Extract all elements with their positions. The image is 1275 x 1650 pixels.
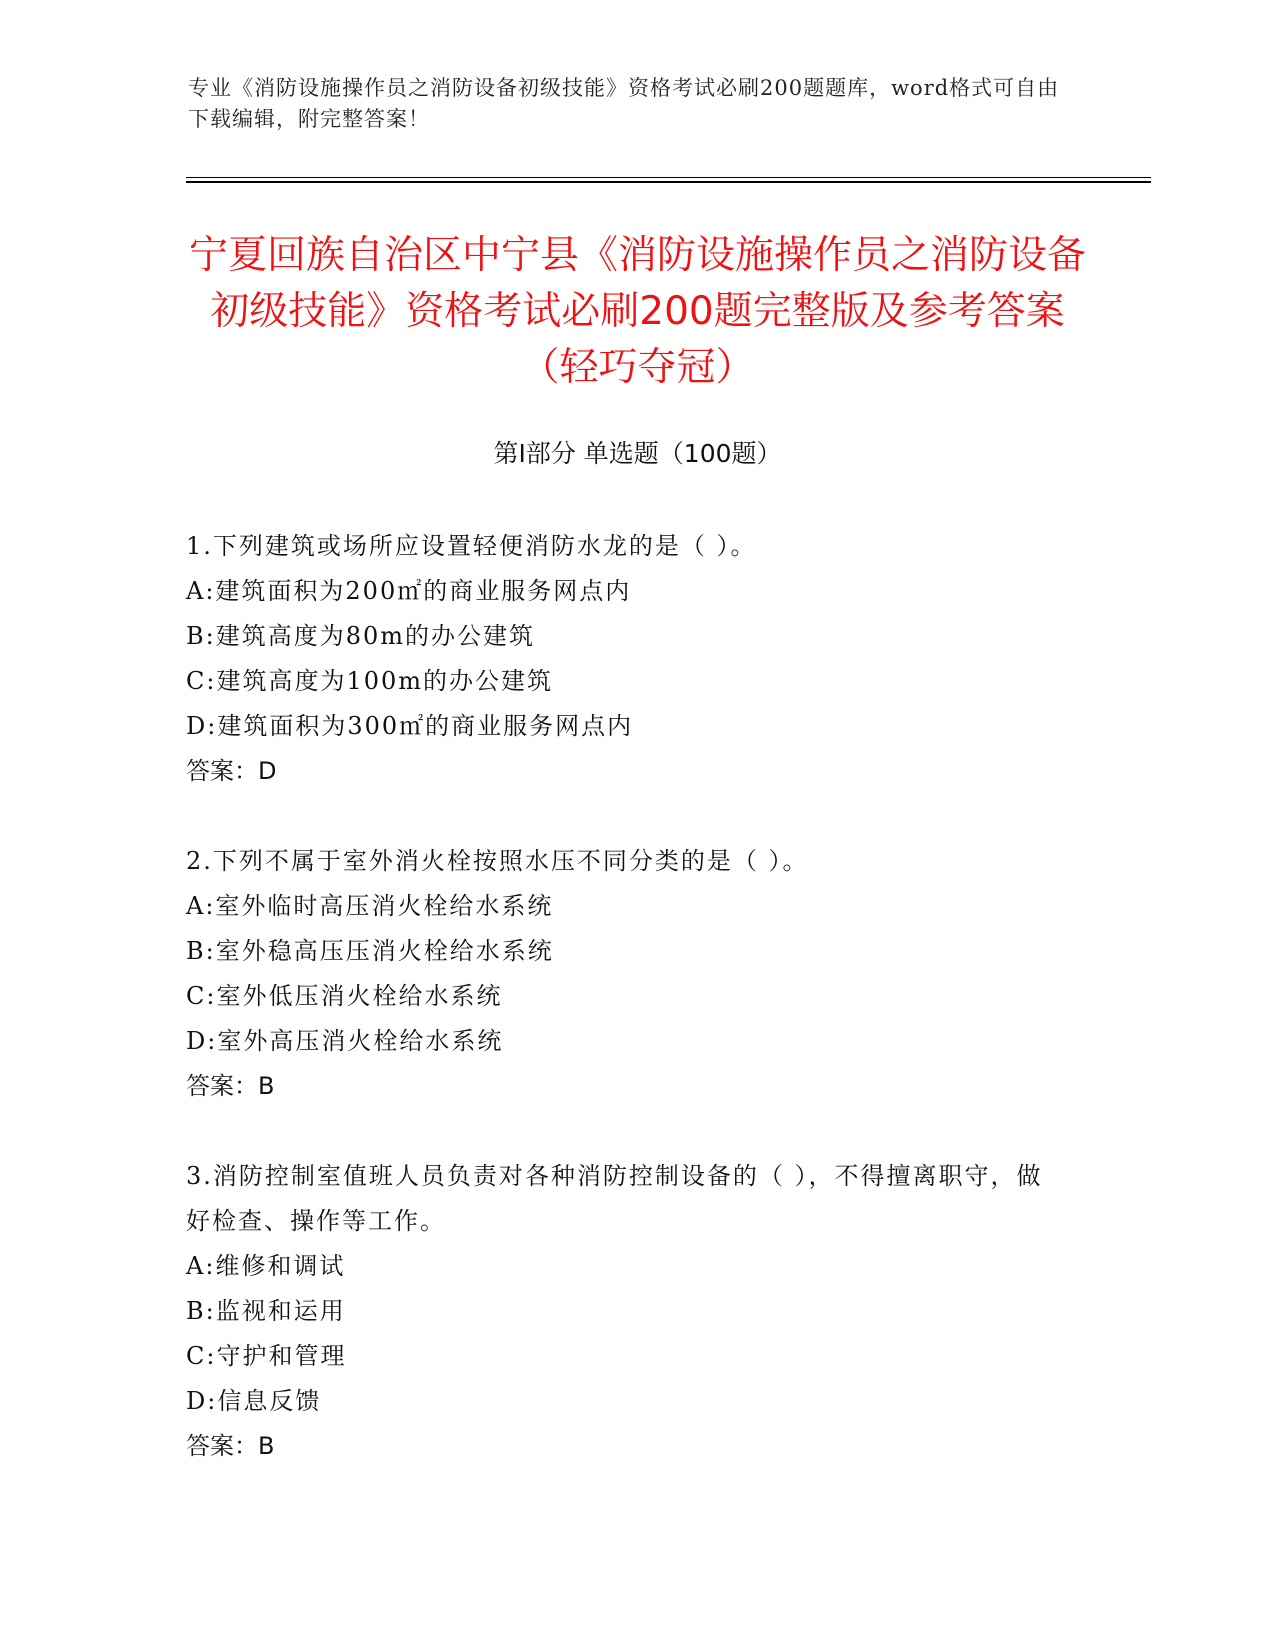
answer: 答案：B	[186, 1072, 275, 1100]
option-b: B:室外稳高压压消火栓给水系统	[186, 937, 554, 965]
option-d: D:室外高压消火栓给水系统	[186, 1027, 504, 1055]
question-list	[186, 524, 1066, 1469]
option-b: B:监视和运用	[186, 1297, 346, 1325]
header-rule-thick	[186, 181, 1151, 183]
option-c: C:室外低压消火栓给水系统	[186, 982, 503, 1010]
document-title: 宁夏回族自治区中宁县《消防设施操作员之消防设备初级技能》资格考试必刷200题完整版及参考答案（轻巧夺冠）	[188, 233, 1086, 390]
option-d: D:建筑面积为300㎡的商业服务网点内	[186, 712, 634, 740]
header-rule-thin	[186, 177, 1151, 178]
question-3	[186, 1154, 1066, 1469]
option-b: B:建筑高度为80m的办公建筑	[186, 622, 536, 650]
option-c: C:守护和管理	[186, 1342, 347, 1370]
question-stem: 2.下列不属于室外消火栓按照水压不同分类的是（ ）。	[186, 847, 809, 875]
option-a: A:建筑面积为200㎡的商业服务网点内	[186, 577, 632, 605]
question-stem: 1.下列建筑或场所应设置轻便消防水龙的是（ ）。	[186, 532, 757, 560]
option-a: A:室外临时高压消火栓给水系统	[186, 892, 554, 920]
option-c: C:建筑高度为100m的办公建筑	[186, 667, 554, 695]
question-2	[186, 839, 1066, 1109]
question-1	[186, 524, 1066, 794]
header-note: 专业《消防设施操作员之消防设备初级技能》资格考试必刷200题题库，word格式可自由下载编辑，附完整答案！	[188, 76, 1060, 131]
question-stem: 3.消防控制室值班人员负责对各种消防控制设备的（ ），不得擅离职守，做好检查、操作等工作。	[186, 1162, 1043, 1235]
answer: 答案：D	[186, 757, 277, 785]
answer: 答案：B	[186, 1432, 275, 1460]
section-title: 第Ⅰ部分 单选题（100题）	[493, 439, 782, 468]
option-a: A:维修和调试	[186, 1252, 346, 1280]
option-d: D:信息反馈	[186, 1387, 322, 1415]
